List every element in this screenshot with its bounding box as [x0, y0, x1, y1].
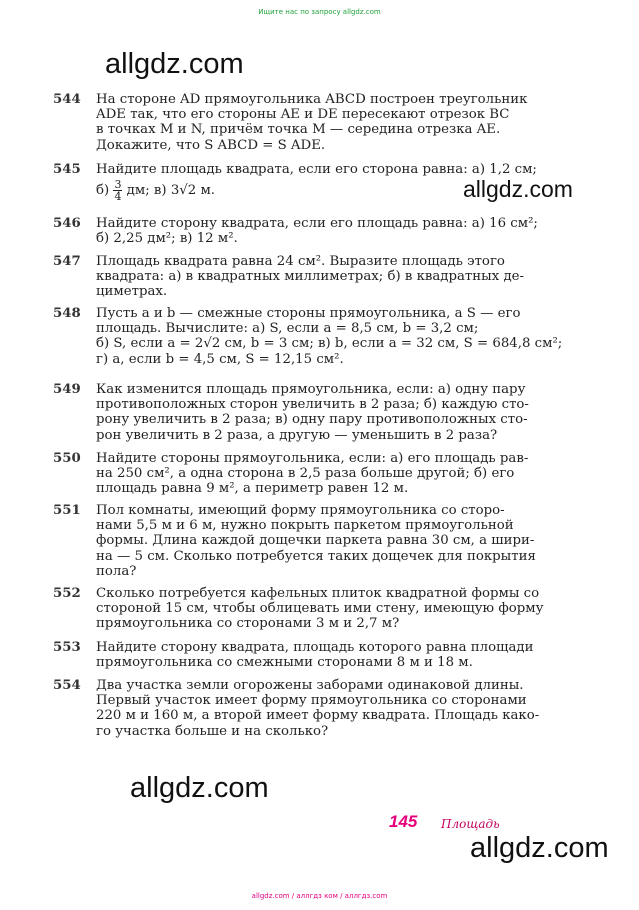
problem-number: 544	[53, 92, 81, 107]
problem-number: 547	[53, 254, 81, 269]
problem-545	[53, 162, 563, 202]
problem-text-line: б) 2,25 дм²; в) 12 м².	[96, 231, 238, 247]
problem-text-line: на 250 см², а одна сторона в 2,5 раза больше другой; б) его	[96, 466, 515, 482]
value-text: 3√2 м.	[170, 183, 216, 199]
problem-text-line: формы. Длина каждой дощечки паркета равна 30 см, а шири-	[96, 533, 535, 549]
problem-548	[53, 306, 563, 367]
problem-text-line: стороной 15 см, чтобы облицевать ими стену, имеющую форму	[96, 601, 544, 617]
problem-text-line: Первый участок имеет форму прямоугольника со сторонами	[96, 693, 527, 709]
problem-number: 554	[53, 678, 81, 693]
problem-text-line: б) S, если a = 2√2 см, b = 3 см; в) b, если a = 32 см, S = 684,8 см²;	[96, 336, 563, 352]
problem-text-line: Найдите сторону квадрата, если его площадь равна: а) 16 см²;	[96, 216, 538, 231]
watermark-right: allgdz.com	[463, 176, 573, 202]
problem-number: 553	[53, 640, 81, 655]
problem-number: 550	[53, 451, 81, 466]
watermark-bottom-right: allgdz.com	[470, 832, 609, 864]
problem-number: 548	[53, 306, 81, 321]
problem-text-line: Два участка земли огорожены заборами одинаковой длины.	[96, 678, 524, 693]
problem-text-line: рону увеличить в 2 раза; в) одну пару противоположных сто-	[96, 412, 528, 428]
problem-text-line: го участка больше и на сколько?	[96, 723, 329, 739]
problem-553	[53, 640, 563, 670]
problem-text-line: 220 м и 160 м, а второй имеет форму квадрата. Площадь како-	[96, 708, 540, 724]
problem-text-line: противоположных сторон увеличить в 2 раза; б) каждую сто-	[96, 397, 529, 413]
problem-text-line: нами 5,5 м и 6 м, нужно покрыть паркетом прямоугольной	[96, 518, 514, 534]
top-search-note: Ищите нас по запросу allgdz.com	[258, 8, 381, 16]
problem-text-line: Пусть a и b — смежные стороны прямоугольника, а S — его	[96, 306, 521, 321]
section-title: Площадь	[441, 817, 500, 831]
problem-text-line: квадрата: а) в квадратных миллиметрах; б) в квадратных де-	[96, 269, 525, 285]
problem-text-line: прямоугольника со сторонами 3 м и 2,7 м?	[96, 616, 400, 632]
problem-text-line: пола?	[96, 563, 137, 579]
problem-549	[53, 382, 563, 443]
problem-text-line: Площадь квадрата равна 24 см². Выразите площадь этого	[96, 254, 505, 269]
problem-text-line: Пол комнаты, имеющий форму прямоугольника со сторо-	[96, 503, 505, 518]
problem-551	[53, 503, 563, 579]
watermark-top: allgdz.com	[105, 48, 244, 80]
fraction-numerator: 3	[114, 178, 122, 192]
problem-number: 546	[53, 216, 81, 231]
problem-text-line: Найдите сторону квадрата, площадь которого равна площади	[96, 640, 534, 655]
problem-text-line	[96, 179, 563, 202]
problem-text-line: рон увеличить в 2 раза, а другую — уменьшить в 2 раза?	[96, 427, 498, 443]
watermark-bottom-left: allgdz.com	[130, 772, 269, 804]
footer-links[interactable]: allgdz.com / аллгдз ком / аллгдз.com	[251, 892, 388, 900]
problem-text-line: Найдите площадь квадрата, если его сторона равна: а) 1,2 см;	[96, 162, 537, 177]
problem-text-line: г) a, если b = 4,5 см, S = 12,15 см².	[96, 351, 344, 367]
problem-text-line: прямоугольника со смежными сторонами 8 м и 18 м.	[96, 655, 473, 671]
problem-number: 552	[53, 586, 81, 601]
page-number: 145	[389, 812, 418, 831]
problem-number: 545	[53, 162, 81, 177]
problem-text-line: площадь равна 9 м², а периметр равен 12 м.	[96, 481, 409, 497]
problem-text-line: площадь. Вычислите: а) S, если a = 8,5 см, b = 3,2 см;	[96, 321, 479, 337]
unit-text: дм; в)	[126, 183, 167, 199]
problem-550	[53, 451, 563, 497]
problem-text-line: на — 5 см. Сколько потребуется таких дощечек для покрытия	[96, 548, 536, 564]
problem-text-line: ADE так, что его стороны AE и DE пересекают отрезок BC	[96, 107, 510, 123]
problem-number: 549	[53, 382, 81, 397]
problem-text-line: Докажите, что S ABCD = S ADE.	[96, 137, 326, 153]
problem-546	[53, 216, 563, 246]
fraction-denominator: 4	[114, 190, 122, 204]
problem-547	[53, 254, 563, 300]
problem-544	[53, 92, 563, 153]
problem-text-line: циметрах.	[96, 284, 168, 300]
problem-text-line: Как изменится площадь прямоугольника, если: а) одну пару	[96, 382, 526, 397]
problem-text-line: Найдите стороны прямоугольника, если: а) его площадь рав-	[96, 451, 529, 466]
problem-554	[53, 678, 563, 739]
problem-text-line: в точках M и N, причём точка M — середина отрезка AE.	[96, 122, 501, 138]
problem-552	[53, 586, 563, 632]
problem-text-line: Сколько потребуется кафельных плиток квадратной формы со	[96, 586, 540, 601]
problem-number: 551	[53, 503, 81, 518]
option-label: б)	[96, 183, 110, 199]
problem-text-line: На стороне AD прямоугольника ABCD построен треугольник	[96, 92, 528, 107]
fraction	[113, 179, 122, 202]
